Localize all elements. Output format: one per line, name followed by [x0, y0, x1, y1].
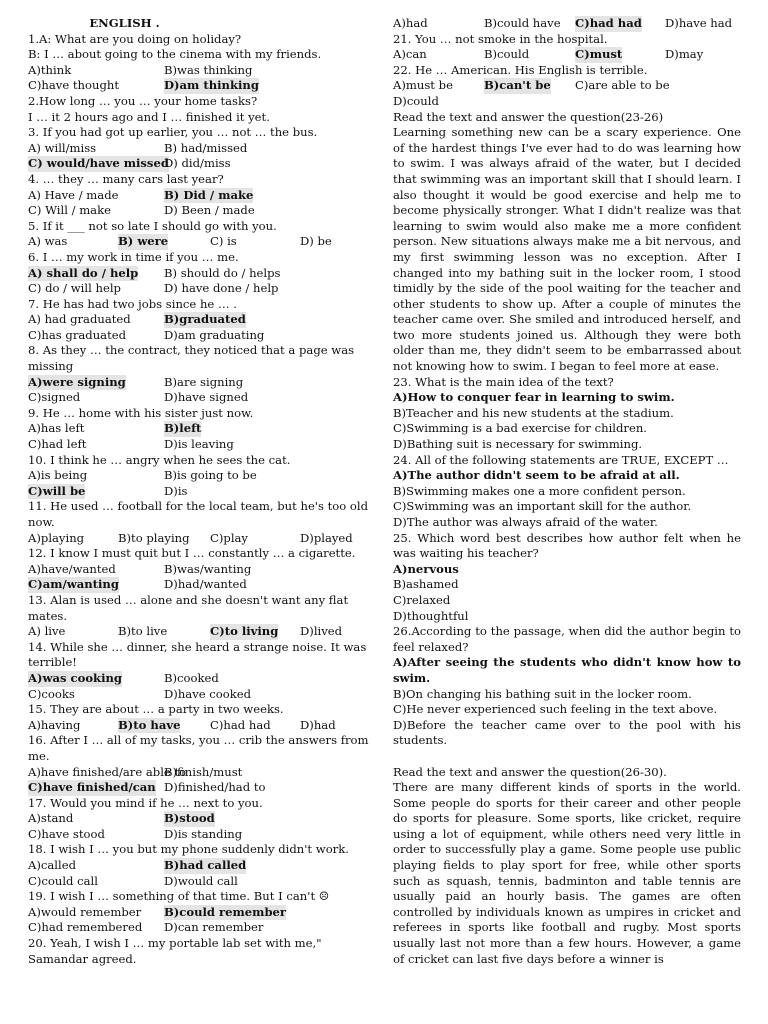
- answer-option: C)Swimming is a bad exercise for children.: [393, 421, 647, 436]
- answer-options-row: [28, 671, 371, 687]
- answer-options-row: [28, 562, 371, 578]
- answer-option: D)is leaving: [164, 437, 234, 452]
- answer-option: C)play: [210, 530, 248, 545]
- answer-option: B)could: [484, 47, 530, 62]
- answer-options-row: [28, 437, 371, 453]
- question-stem: B: I … about going to the cinema with my friends.: [28, 47, 322, 62]
- answer-option: D)is: [164, 483, 188, 498]
- question-item: [28, 593, 371, 640]
- answer-option: C)had remembered: [28, 920, 143, 935]
- answer-options-row: [28, 827, 371, 843]
- answer-option-correct: B)could remember: [164, 904, 287, 919]
- answer-options-row: [28, 577, 371, 593]
- question-stem: Samandar agreed.: [28, 951, 137, 966]
- answer-option: A)has left: [28, 421, 85, 436]
- answer-option: D)played: [300, 530, 353, 545]
- answer-option: B) should do / helps: [164, 265, 281, 280]
- answer-option-correct: B) Did / make: [164, 187, 254, 202]
- answer-option: A)can: [393, 47, 427, 62]
- question-item: [28, 32, 371, 94]
- answer-option: B)to live: [118, 624, 168, 639]
- answer-option-correct: C)had had: [575, 16, 642, 30]
- question-stem: 10. I think he … angry when he sees the cat.: [28, 452, 291, 467]
- reading-passage-2: There are many different kinds of sports in the world. Some people do sports for their career and other people do sports for pleasure. Some sports, like cricket, require using a lot of equipment, while others need very little in order to successfully play a game. Some people use public playing fields to play sport for free, while other sports such as squash, tennis, badminton and table tennis are usually paid an hourly basis. The games are often controlled by individuals known as umpires in cricket and referees in sports like football and rugby. Most sports usually last not more than a few hours. However, a game of cricket can last five days before a winner is: [393, 780, 741, 966]
- answer-options-row: [28, 920, 371, 936]
- answer-option: B)are signing: [164, 374, 244, 389]
- question-item: [28, 640, 371, 702]
- answer-option: D) did/miss: [164, 156, 231, 171]
- answer-option-correct: C)must: [575, 47, 623, 62]
- answer-option: D)Before the teacher came over to the pool with his students.: [393, 717, 741, 748]
- section-spacer: [393, 749, 741, 765]
- answer-options-row: [393, 47, 741, 63]
- answer-option: B)was thinking: [164, 62, 253, 77]
- answer-option: B) had/missed: [164, 140, 248, 155]
- answer-option: D)have cooked: [164, 686, 252, 701]
- answer-option: D)have signed: [164, 390, 249, 405]
- question-stem: 9. He … home with his sister just now.: [28, 405, 254, 420]
- answer-option-correct: B)had called: [164, 858, 247, 873]
- answer-options-row: [28, 390, 371, 406]
- question-item: [28, 172, 371, 219]
- answer-option-correct: A)was cooking: [28, 670, 123, 685]
- answer-options-row: [28, 141, 371, 157]
- question-stem: 14. While she … dinner, she heard a strange noise. It was terrible!: [28, 639, 367, 670]
- answer-option-correct: D)am thinking: [164, 78, 259, 93]
- answer-options-row: [28, 188, 371, 204]
- answer-option: D)thoughtful: [393, 608, 469, 623]
- answer-option: C)could call: [28, 873, 98, 888]
- question-item: [28, 219, 371, 250]
- answer-option-correct: A)After seeing the students who didn't know how to swim.: [393, 655, 741, 685]
- answer-options-row: [28, 78, 371, 94]
- answer-option-correct: A)nervous: [393, 561, 459, 576]
- answer-option-correct: B)to have: [118, 717, 181, 732]
- answer-option: D)lived: [300, 624, 343, 639]
- question-stem: 6. I … my work in time if you … me.: [28, 249, 239, 264]
- answer-option: D)Bathing suit is necessary for swimming.: [393, 437, 643, 452]
- answer-option: D)have had: [665, 16, 733, 30]
- answer-option: D)had/wanted: [164, 577, 247, 592]
- answer-option: A)stand: [28, 811, 74, 826]
- answer-option-correct: C)have finished/can: [28, 780, 156, 795]
- answer-options-row: [28, 624, 371, 640]
- question-stem: 11. He used … football for the local team, but he's too old now.: [28, 499, 369, 529]
- answer-option: D)is standing: [164, 826, 243, 841]
- question-stem: 24. All of the following statements are TRUE, EXCEPT …: [393, 452, 729, 467]
- answer-options-row: [28, 858, 371, 874]
- answer-option-correct: A) shall do / help: [28, 265, 139, 280]
- answer-option: A)have/wanted: [28, 561, 116, 576]
- answer-options-row: [28, 874, 371, 890]
- answer-option-correct: A)How to conquer fear in learning to swim.: [393, 390, 675, 405]
- question-stem: 4. … they … many cars last year?: [28, 171, 224, 186]
- question-item: [28, 733, 371, 795]
- answer-option: A)having: [28, 717, 81, 732]
- answer-option: C) do / will help: [28, 281, 121, 296]
- answer-options-row: [28, 63, 371, 79]
- answer-options-row: [28, 156, 371, 172]
- question-stem: 2.How long … you … your home tasks?: [28, 93, 258, 108]
- question-item: [28, 702, 371, 733]
- question-item: [28, 125, 371, 172]
- question-list-right: [393, 16, 741, 110]
- answer-option: D)The author was always afraid of the water.: [393, 515, 658, 529]
- question-item: [28, 796, 371, 843]
- question-item: [393, 375, 741, 453]
- question-item: [28, 499, 371, 546]
- question-stem: I … it 2 hours ago and I … finished it yet.: [28, 109, 270, 124]
- answer-option: C)had had: [210, 717, 271, 732]
- answer-option: B)finish/must: [164, 764, 243, 779]
- question-stem: 8. As they … the contract, they noticed that a page was missing: [28, 343, 355, 374]
- answer-option: A) Have / made: [28, 187, 119, 202]
- question-item: [28, 297, 371, 344]
- question-stem: 22. He … American. His English is terrible.: [393, 62, 648, 77]
- answer-option-correct: C)am/wanting: [28, 577, 119, 592]
- question-stem: 26.According to the passage, when did the author begin to feel relaxed?: [393, 624, 741, 654]
- answer-option: B)On changing his bathing suit in the locker room.: [393, 686, 692, 701]
- answer-option: B)cooked: [164, 670, 219, 685]
- question-item: [393, 624, 741, 749]
- answer-option: C)had left: [28, 437, 87, 452]
- answer-option-correct: C)will be: [28, 483, 86, 498]
- question-stem: 20. Yeah, I wish I … my portable lab set with me,": [28, 936, 322, 951]
- answer-option-correct: C) would/have missed: [28, 156, 169, 171]
- answer-option: C)signed: [28, 390, 81, 405]
- answer-option-correct: B)can't be: [484, 78, 551, 93]
- answer-option: C)have thought: [28, 78, 119, 93]
- question-stem: 12. I know I must quit but I … constantly … a cigarette.: [28, 546, 356, 561]
- answer-option: A)must be: [393, 78, 453, 93]
- answer-options-row: [28, 687, 371, 703]
- answer-option: A)think: [28, 62, 72, 77]
- answer-options-row: [28, 484, 371, 500]
- answer-option: A) had graduated: [28, 312, 131, 327]
- answer-option: B)Teacher and his new students at the stadium.: [393, 405, 674, 420]
- answer-option-correct: B) were: [118, 234, 169, 249]
- question-item: [28, 546, 371, 593]
- answer-options-row: [28, 203, 371, 219]
- question-item: [28, 250, 371, 297]
- answer-option: C)Swimming was an important skill for the author.: [393, 499, 692, 514]
- answer-option: D)could: [393, 93, 439, 108]
- answer-option: B)could have: [484, 16, 561, 30]
- reading-heading-2: Read the text and answer the question(26-30).: [393, 764, 667, 779]
- answer-options-row: [28, 811, 371, 827]
- answer-option: D) have done / help: [164, 281, 279, 296]
- answer-option: D)had: [300, 717, 336, 732]
- answer-options-row: [28, 328, 371, 344]
- answer-option: A)is being: [28, 468, 88, 483]
- answer-option-correct: B)graduated: [164, 312, 246, 327]
- answer-option: B)to playing: [118, 530, 190, 545]
- answer-option: D)am graduating: [164, 327, 265, 342]
- answer-option: D)finished/had to: [164, 780, 266, 795]
- question-list-left: [28, 32, 371, 968]
- question-stem: 19. I wish I … something of that time. But I can't ☹: [28, 889, 330, 904]
- answer-option: A) was: [28, 234, 68, 249]
- answer-option: B)ashamed: [393, 577, 459, 592]
- answer-option: A)would remember: [28, 904, 142, 919]
- reading-passage-1: Learning something new can be a scary experience. One of the hardest things I've ever had to do was learning how to swim. I was always afraid of the water, but I decided that swimming was an important skill that I should learn. I also thought it would be good exercise and help me to become physically stronger. What I didn't realize was that learning to swim would also make me a more confident person. New situations always make me a bit nervous, and my first swimming lesson was no exception. After I changed into my bathing suit in the locker room, I stood timidly by the side of the pool waiting for the teacher and other students to show up. After a couple of minutes the teacher came over. She smiled and introduced herself, and two more students joined us. Although they were both older than me, they didn't seem to be embarrassed about not knowing how to swim. I began to feel more at ease.: [393, 125, 741, 374]
- answer-option: A) live: [28, 624, 66, 639]
- question-stem: 5. If it ___ not so late I should go with you.: [28, 218, 277, 233]
- question-stem: 16. After I … all of my tasks, you … crib the answers from me.: [28, 733, 369, 763]
- answer-option: D) Been / made: [164, 203, 255, 218]
- reading-heading-1: Read the text and answer the question(23-26): [393, 109, 664, 124]
- answer-option: A)have finished/are able to: [28, 764, 187, 779]
- answer-option: C)have stood: [28, 826, 105, 841]
- answer-options-row: [28, 375, 371, 391]
- question-stem: 1.A: What are you doing on holiday?: [28, 31, 242, 46]
- answer-options-row: [28, 905, 371, 921]
- answer-options-row: [28, 266, 371, 282]
- answer-option: A) will/miss: [28, 140, 97, 155]
- answer-option-correct: B)left: [164, 421, 202, 436]
- answer-option-correct: C)to living: [210, 624, 279, 639]
- answer-option-correct: A)were signing: [28, 374, 126, 389]
- answer-options-row: [28, 531, 371, 547]
- question-item: [28, 453, 371, 500]
- answer-option: B)is going to be: [164, 468, 257, 483]
- answer-option-correct: B)stood: [164, 811, 215, 826]
- answer-options-row: [28, 718, 371, 734]
- answer-option: C) is: [210, 234, 237, 249]
- question-stem: 17. Would you mind if he … next to you.: [28, 795, 263, 810]
- question-stem: 23. What is the main idea of the text?: [393, 374, 614, 389]
- question-stem: 21. You … not smoke in the hospital.: [393, 31, 608, 46]
- answer-option: A)playing: [28, 530, 85, 545]
- answer-option: C)cooks: [28, 686, 75, 701]
- answer-option: D)can remember: [164, 920, 264, 935]
- answer-option: D)would call: [164, 873, 238, 888]
- answer-option: C) Will / make: [28, 203, 111, 218]
- answer-option: B)Swimming makes one a more confident person.: [393, 483, 686, 498]
- answer-options-row: [28, 234, 371, 250]
- question-stem: 15. They are about … a party in two weeks.: [28, 702, 284, 717]
- answer-options-row: [28, 281, 371, 297]
- answer-options-row: [28, 765, 371, 781]
- answer-options-row: [393, 78, 741, 94]
- question-stem: 13. Alan is used … alone and she doesn't want any flat mates.: [28, 592, 349, 623]
- question-stem: 18. I wish I … you but my phone suddenly didn't work.: [28, 842, 349, 857]
- reading-questions-1: [393, 375, 741, 749]
- answer-options-row: [28, 421, 371, 437]
- answer-option: C)has graduated: [28, 327, 127, 342]
- answer-option: D)may: [665, 47, 704, 62]
- question-item: [28, 889, 371, 936]
- question-stem: 7. He has had two jobs since he … .: [28, 296, 237, 311]
- answer-options-row: [28, 312, 371, 328]
- question-item: [393, 453, 741, 531]
- answer-option: D) be: [300, 234, 332, 249]
- answer-option-correct: A)The author didn't seem to be afraid at all.: [393, 468, 680, 483]
- answer-options-row: [393, 16, 741, 32]
- answer-option: A)called: [28, 858, 76, 873]
- page-title: ENGLISH .: [89, 16, 160, 30]
- question-item: [28, 936, 371, 967]
- answer-option: C)are able to be: [575, 78, 670, 93]
- answer-option: C)relaxed: [393, 592, 451, 607]
- question-item: [28, 406, 371, 453]
- answer-options-row: [28, 780, 371, 796]
- answer-option: C)He never experienced such feeling in the text above.: [393, 702, 718, 717]
- left-column: [28, 16, 371, 967]
- question-item: [28, 94, 371, 125]
- answer-options-row: [28, 468, 371, 484]
- question-item: [28, 842, 371, 889]
- question-item: [393, 531, 741, 625]
- answer-option: A)had: [393, 16, 428, 30]
- question-item: [28, 343, 371, 405]
- question-stem: 25. Which word best describes how author felt when he was waiting his teacher?: [393, 530, 741, 561]
- right-column: [393, 16, 741, 967]
- answer-option: B)was/wanting: [164, 561, 252, 576]
- question-stem: 3. If you had got up earlier, you … not … the bus.: [28, 125, 318, 140]
